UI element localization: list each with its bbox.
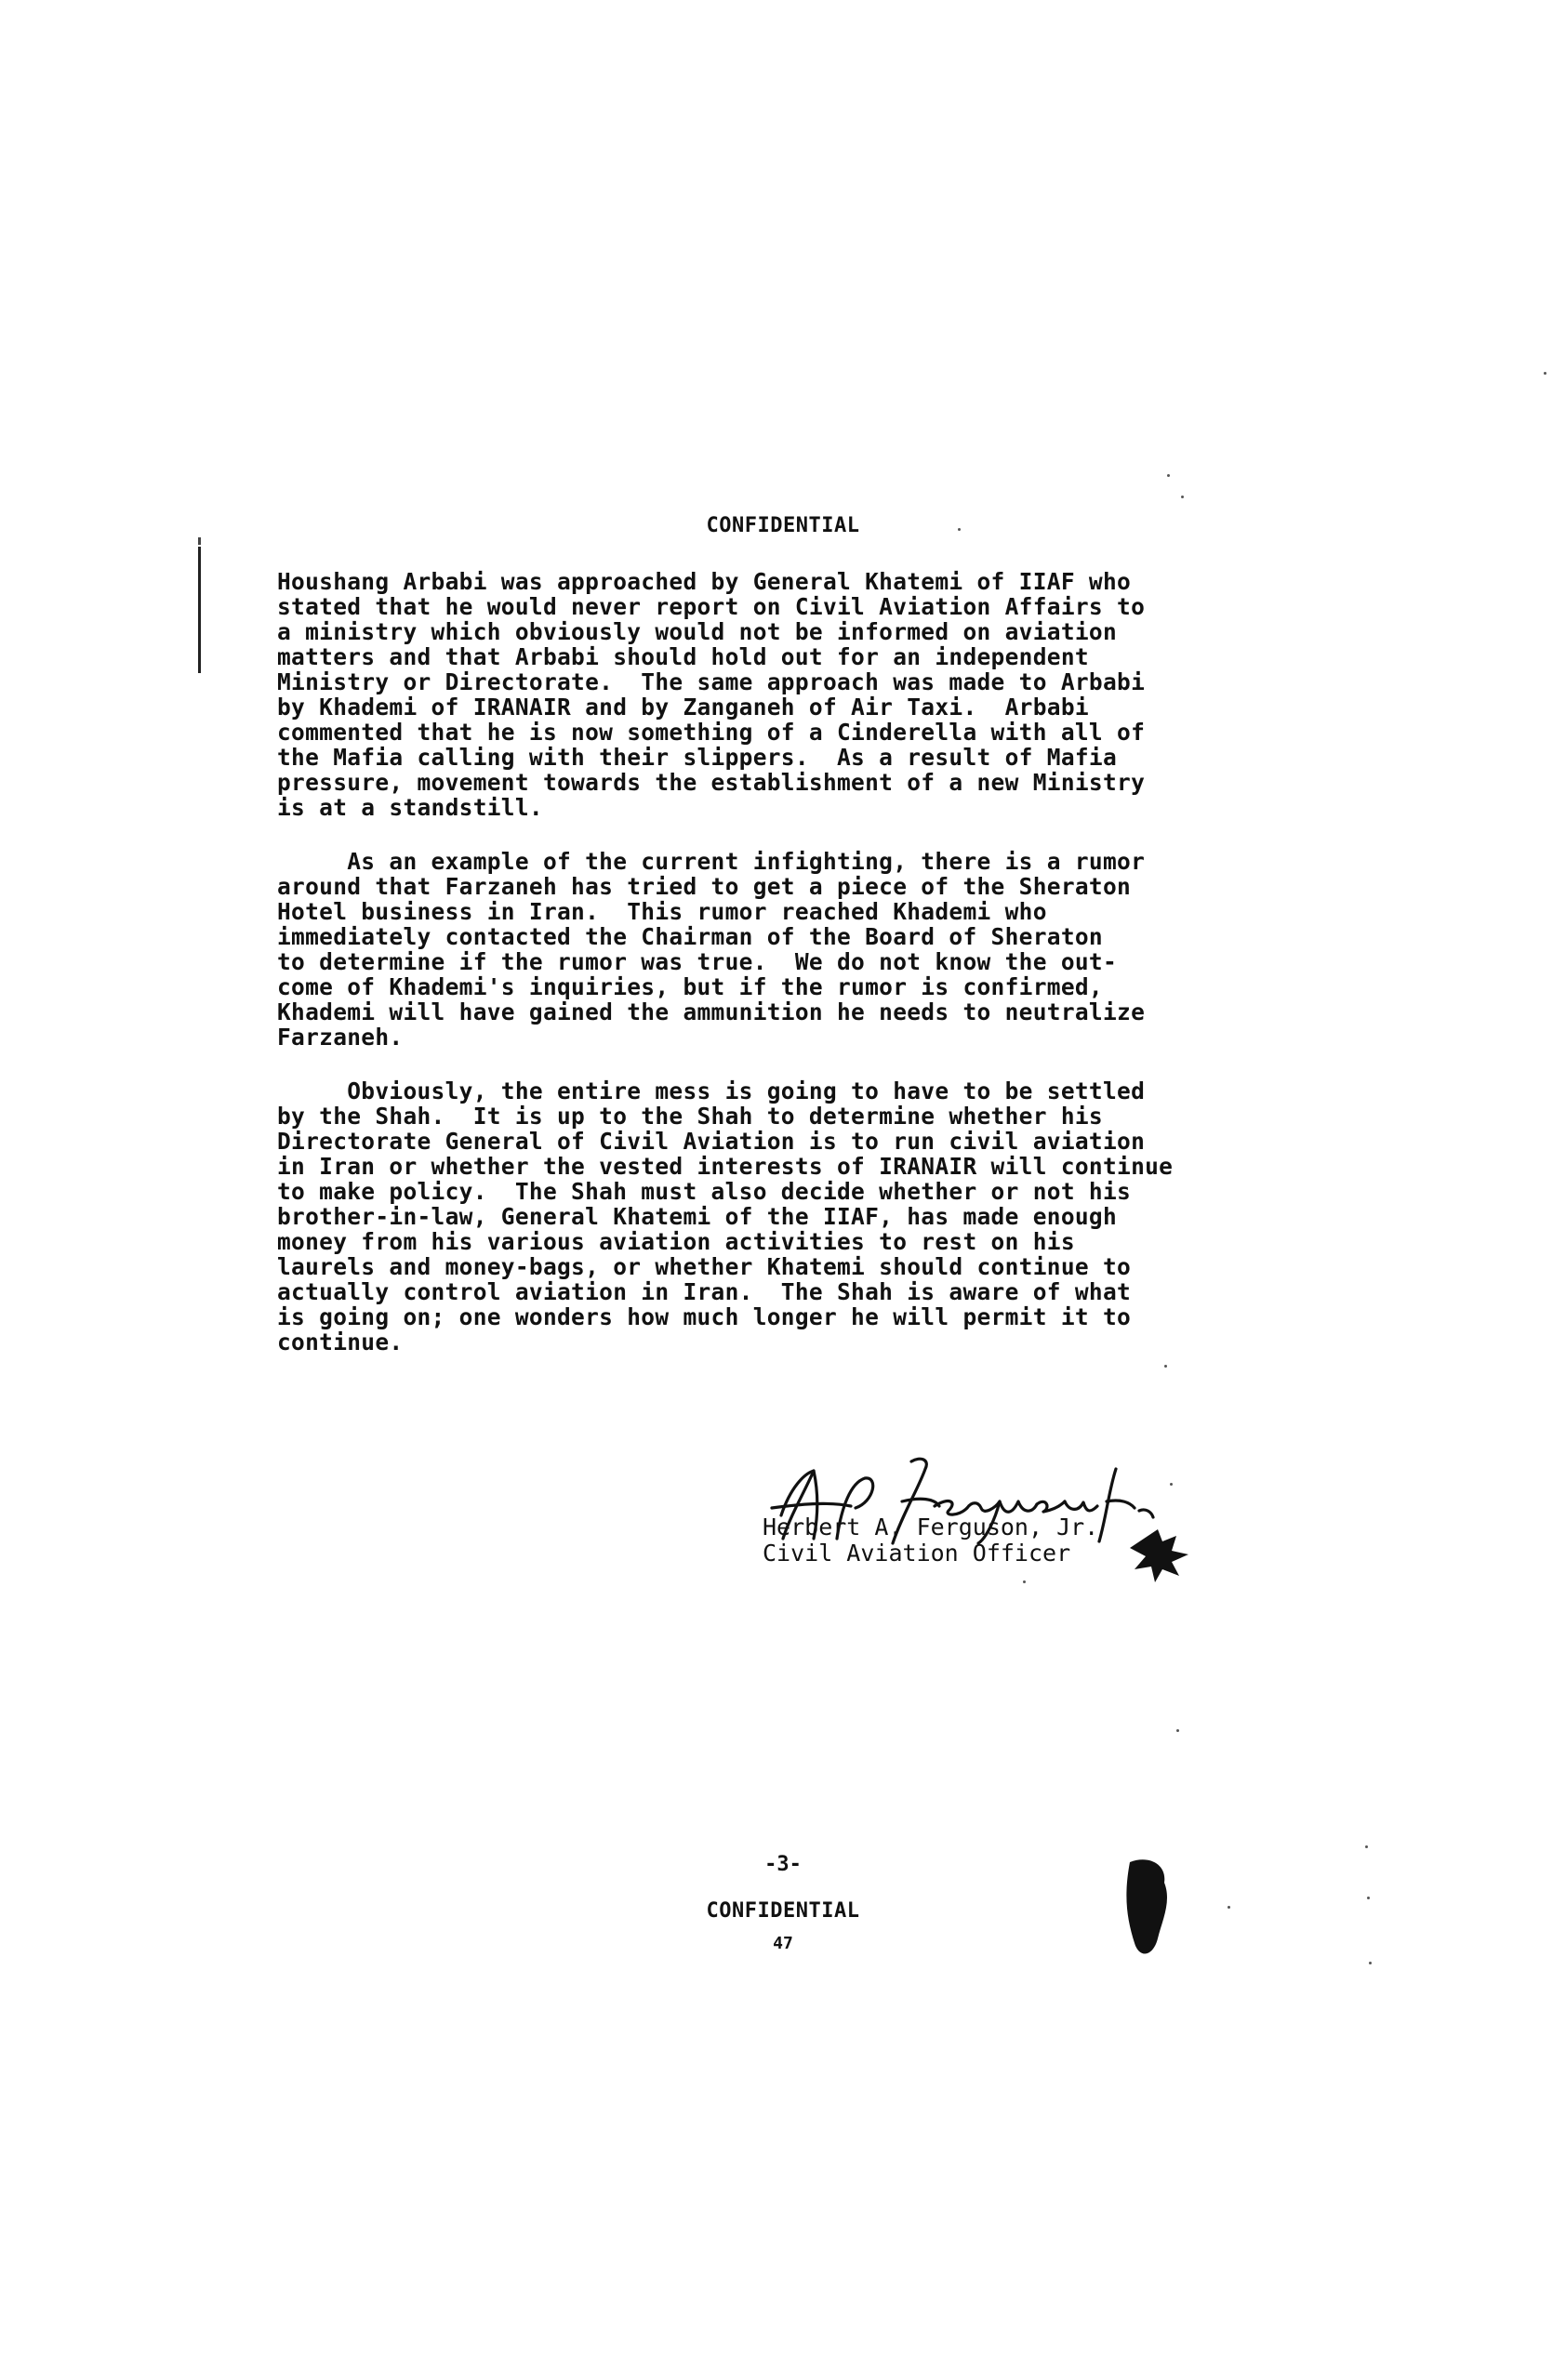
scan-speck: [1228, 1906, 1230, 1909]
header-classification: CONFIDENTIAL: [706, 514, 860, 537]
scan-speck: [1365, 1845, 1368, 1848]
scan-speck: [958, 528, 961, 531]
margin-mark: [198, 537, 201, 545]
scan-speck: [1181, 496, 1184, 498]
scan-speck: [1167, 474, 1170, 477]
scan-speck: [1170, 1483, 1173, 1486]
paragraph-2: As an example of the current infighting, there is a rumor around that Farzaneh has tried to get a piece of the Sheraton Hotel business in Iran. This rumor reached Khademi who immediately contacted the Chairman of the Board of Sheraton to determine if the rumor was true. We do not know the out- come of Khademi's inquiries, but if the rumor is confirmed, Khademi will have gained the ammunition he needs to neutralize Farzaneh.: [277, 848, 1146, 1051]
paragraph-3: Obviously, the entire mess is going to have to be settled by the Shah. It is up to the Shah to determine whether his Directorate General of Civil Aviation is to run civil aviation in Iran or whether the vested interests of IRANAIR will continue to make policy. The Shah must also decide whether or not his brother-in-law, General Khatemi of the IIAF, has made enough money from his various aviation activities to rest on his laurels and money-bags, or whether Khatemi should continue to actually control aviation in Iran. The Shah is aware of what is going on; one wonders how much longer he will permit it to continue.: [277, 1078, 1174, 1355]
signer-name: Herbert A. Ferguson, Jr.: [763, 1514, 1099, 1540]
scan-speck: [1367, 1897, 1370, 1899]
scan-speck: [1023, 1580, 1026, 1583]
margin-change-bar: [198, 547, 201, 673]
signer-title: Civil Aviation Officer: [763, 1540, 1071, 1567]
scan-speck: [1544, 372, 1546, 375]
ink-blot: [1125, 1525, 1200, 1590]
ink-blot: [1116, 1855, 1181, 1966]
footer-classification: CONFIDENTIAL: [706, 1899, 860, 1923]
paragraph-1: Houshang Arbabi was approached by General Khatemi of IIAF who stated that he would never report on Civil Aviation Affairs to a ministry which obviously would not be informed on aviation matters and that Arbabi should hold out for an independent Ministry or Directorate. The same approach was made to Arbabi by Khademi of IRANAIR and by Zanganeh of Air Taxi. Arbabi commented that he is now something of a Cinderella with all of the Mafia calling with their slippers. As a result of Mafia pressure, movement towards the establishment of a new Ministry is at a standstill.: [277, 568, 1146, 821]
page-number: -3-: [764, 1853, 802, 1876]
scan-speck: [1369, 1962, 1372, 1964]
scan-speck: [1176, 1729, 1179, 1732]
bates-number: 47: [773, 1934, 793, 1953]
scan-speck: [1164, 1365, 1167, 1368]
